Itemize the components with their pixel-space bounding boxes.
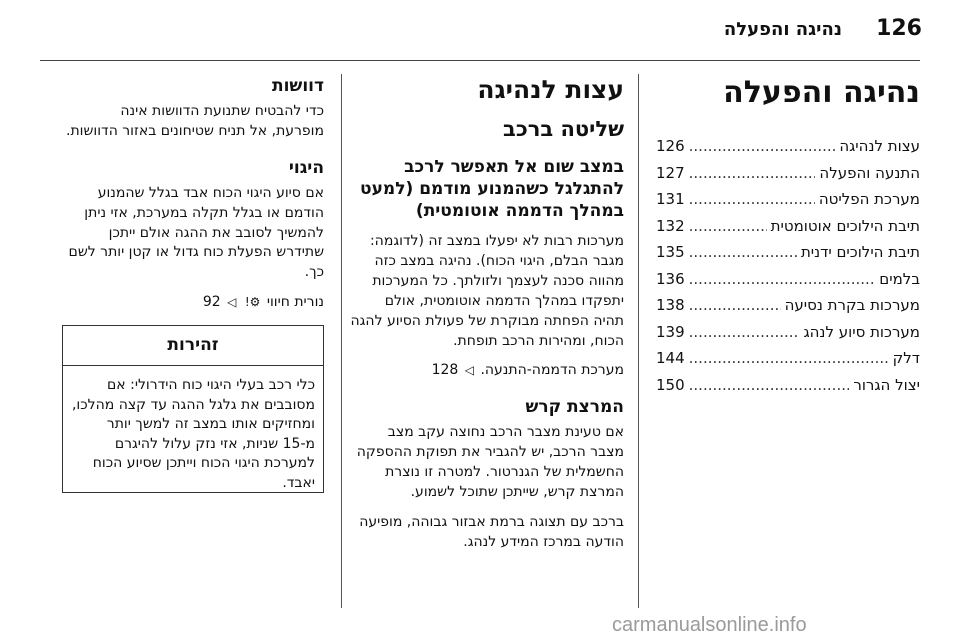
- running-title: נהיגה והפעלה: [723, 19, 842, 40]
- chapter-title: נהיגה והפעלה: [723, 75, 920, 110]
- caution-title: זהירות: [63, 326, 323, 366]
- toc-item[interactable]: יצול הגרור ..... 150: [656, 376, 920, 403]
- pedals-heading: דוושות: [271, 76, 324, 96]
- stop-start-reference: מערכת הדממה-התנעה. ◁ 128: [431, 362, 624, 379]
- driving-tips-column: [350, 76, 624, 563]
- toc-leader: [689, 323, 800, 341]
- arrow-reference-icon: ◁: [464, 363, 474, 378]
- steering-paragraph: אם סיוע היגוי הכוח אבד בגלל שהמנוע הודמם או בגלל תקלה במערכת, אזי ניתן להמשיך לסובב את ההגה אולם ייתכן שתידרש הפעלת כוח גדול או קטן יותר לשם כך.: [68, 184, 324, 281]
- toc-item[interactable]: מערכת הפליטה ..... 131: [656, 190, 920, 217]
- pedals-steering-column: [64, 76, 324, 323]
- column-divider-right: [638, 74, 639, 608]
- header-divider: [40, 60, 920, 61]
- toc-leader: [689, 349, 889, 367]
- watermark: carmanualsonline.info: [612, 614, 807, 636]
- toc-item[interactable]: דלק ..... 144: [656, 349, 920, 376]
- toc-leader: [689, 296, 781, 314]
- coasting-heading: במצב שום אל תאפשר לרכב להתגלגל כשהמנוע מודמם (למעט במהלך הדממה אוטומטית): [360, 156, 624, 222]
- toc-leader: [689, 270, 876, 288]
- coasting-paragraph: מערכות רבות לא יפעלו במצב זה (לדוגמה: מגבר הבלם, היגוי הכוח). נהיגה במצב כזה מהווה סכנה לעצמך ולזולתך. כל המערכות יתפקדו במהלך הדממה אוטומטית, אולם תהיה הפחתה מבוקרת של פעולת הסיוע להגה הכוח, ומהירות הרכב תופחת.: [350, 233, 624, 349]
- table-of-contents: [656, 137, 920, 402]
- toc-item[interactable]: מערכות סיוע לנהג ..... 139: [656, 323, 920, 350]
- toc-leader: [689, 243, 797, 261]
- indicator-reference: נורית חיווי ⚙! ◁ 92: [202, 294, 324, 311]
- steering-heading: היגוי: [288, 157, 324, 178]
- toc-item[interactable]: תיבת הילוכים אוטומטית ..... 132: [656, 217, 920, 244]
- page-number: 126: [876, 16, 922, 41]
- section-title: עצות לנהיגה: [477, 75, 624, 104]
- toc-leader: [689, 190, 815, 208]
- idle-boost-paragraph: אם טעינת מצבר הרכב נחוצה עקב מצב מצבר הרכב, יש להגביר את תפוקת ההספקה החשמלית של הגנרטור. למטרה זו נוצרת המרצת קרש, שייתכן שתוכל לשמוע.: [356, 424, 624, 500]
- driver-info-paragraph: ברכב עם תצוגה ברמת אבזור גבוהה, מופיעה הודעה במרכז המידע לנהג.: [359, 513, 624, 550]
- toc-item[interactable]: תיבת הילוכים ידנית ..... 135: [656, 243, 920, 270]
- toc-item[interactable]: עצות לנהיגה ..... 126: [656, 137, 920, 164]
- arrow-reference-icon: ◁: [227, 295, 237, 310]
- toc-leader: [689, 217, 767, 235]
- idle-boost-heading: המרצת קרש: [525, 397, 624, 418]
- page-header: [0, 0, 960, 62]
- toc-leader: [689, 137, 836, 155]
- toc-leader: [689, 164, 816, 182]
- subsection-title: שליטה ברכב: [503, 116, 624, 141]
- toc-item[interactable]: בלמים ..... 136: [656, 270, 920, 297]
- caution-box: [62, 325, 324, 493]
- column-divider-left: [341, 74, 342, 608]
- warning-indicator-icon: ⚙!: [244, 295, 261, 310]
- pedals-paragraph: כדי להבטיח שתנועת הדוושות אינה מופרעת, אל תניח שטיחונים באזור הדוושות.: [66, 103, 324, 139]
- toc-leader: [689, 376, 850, 394]
- chapter-column: [656, 76, 920, 402]
- toc-item[interactable]: מערכות בקרת נסיעה ..... 138: [656, 296, 920, 323]
- caution-text: כלי רכב בעלי היגוי כוח הידרולי: אם מסובבים את גלגל ההגה עד קצה מהלכו, ומחזיקים אותו במצב זה למשך יותר מ-15 שניות, אזי נזק עלול להיגרם למערכת היגוי הכוח וייתכן שסיוע הכוח יאבד.: [71, 377, 315, 491]
- toc-item[interactable]: התנעה והפעלה ..... 127: [656, 164, 920, 191]
